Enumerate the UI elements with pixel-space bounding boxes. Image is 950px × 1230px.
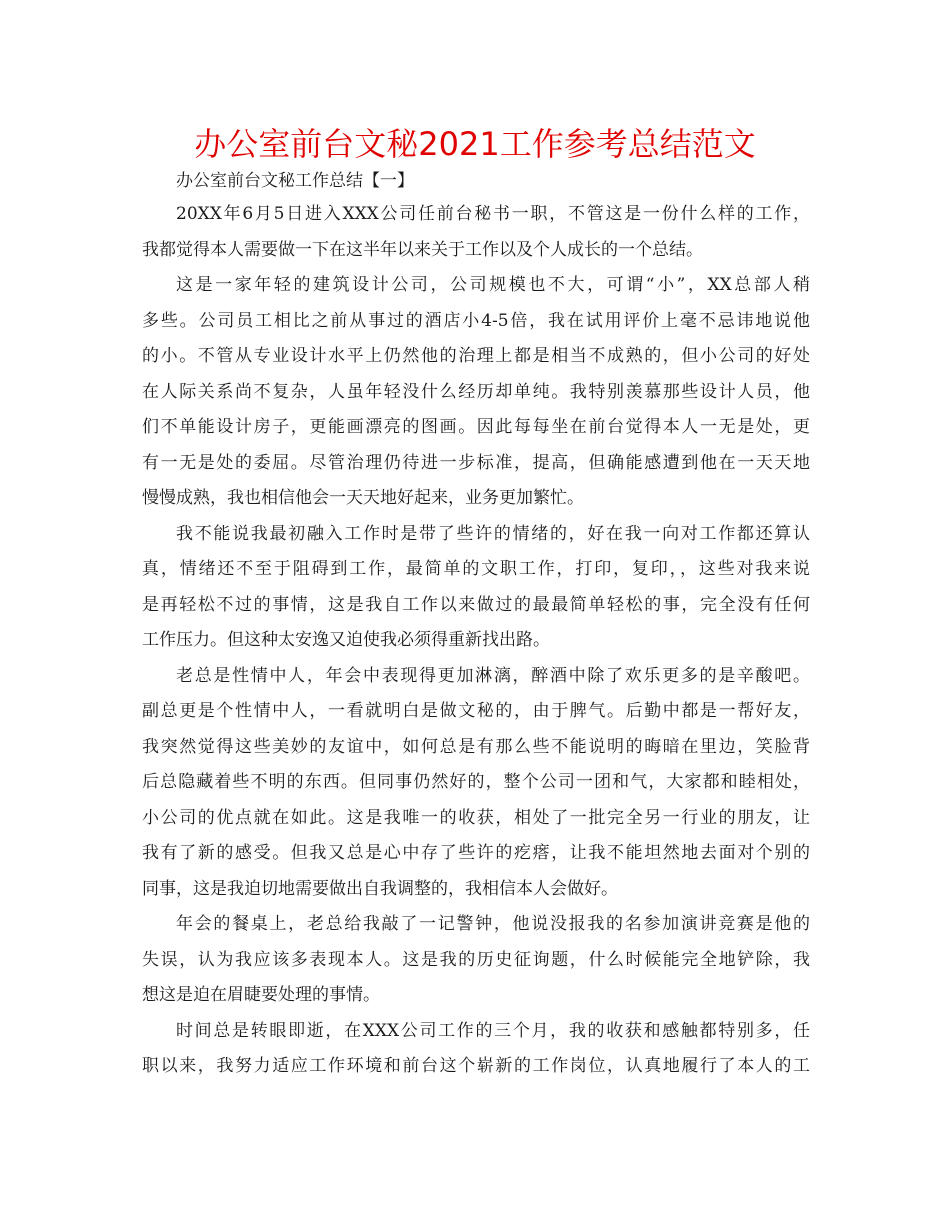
paragraph-line: 工作压力。但这种太安逸又迫使我必须得重新找出路。 — [142, 630, 550, 650]
paragraph-line: 年会的餐桌上，老总给我敲了一记警钟，他说没报我的名参加演讲竞赛是他的 — [176, 914, 810, 934]
paragraph-line: 真，情绪还不至于阻碍到工作，最简单的文职工作，打印，复印，，这些对我来说 — [142, 559, 810, 579]
paragraph-line: 的小。不管从专业设计水平上仍然他的治理上都是相当不成熟的，但小公司的好处 — [142, 346, 810, 366]
paragraph — [142, 659, 810, 908]
paragraph-line: 老总是性情中人，年会中表现得更加淋漓，醉酒中除了欢乐更多的是辛酸吧。 — [176, 665, 810, 686]
paragraph — [142, 268, 810, 517]
paragraph-line: 我不能说我最初融入工作时是带了些许的情绪的，好在我一向对工作都还算认 — [176, 523, 810, 544]
paragraph-line: 我突然觉得这些美妙的友谊中，如何总是有那么些不能说明的晦暗在里边，笑脸背 — [142, 736, 810, 757]
paragraph-line: 慢慢成熟，我也相信他会一天天地好起来，业务更加繁忙。 — [142, 488, 584, 508]
paragraph-line: 多些。公司员工相比之前从事过的酒店小4-5倍，我在试用评价上毫不忌讳地说他 — [142, 310, 810, 331]
document-body — [142, 165, 810, 1085]
paragraph-line: 是再轻松不过的事情，这是我自工作以来做过的最最简单轻松的事，完全没有任何 — [142, 594, 810, 615]
paragraph-line: 我都觉得本人需要做一下在这半年以来关于工作以及个人成长的一个总结。 — [142, 239, 703, 260]
paragraph-line: 在人际关系尚不复杂，人虽年轻没什么经历却单纯。我特别羡慕那些设计人员，他 — [142, 381, 810, 402]
section-heading: 办公室前台文秘工作总结【一】 — [176, 171, 414, 191]
paragraph-line: 后总隐藏着些不明的东西。但同事仍然好的，整个公司一团和气，大家都和睦相处， — [142, 772, 810, 792]
paragraph-line: 副总更是个性情中人，一看就明白是做文秘的，由于脾气。后勤中都是一帮好友， — [142, 701, 810, 721]
paragraph-line: 小公司的优点就在如此。这是我唯一的收获，相处了一批完全另一行业的朋友，让 — [142, 807, 810, 828]
paragraph — [142, 517, 810, 659]
paragraph-line: 想这是迫在眉睫要处理的事情。 — [142, 985, 380, 1005]
paragraph-list — [142, 197, 810, 1085]
paragraph-line: 失误，认为我应该多表现本人。这是我的历史征询题，什么时候能完全地铲除，我 — [142, 949, 810, 970]
paragraph-line: 有一无是处的委屈。尽管治理仍待进一步标准，提高，但确能感遭到他在一天天地 — [142, 452, 810, 473]
paragraph-line: 同事，这是我迫切地需要做出自我调整的，我相信本人会做好。 — [142, 878, 618, 899]
paragraph — [142, 1014, 810, 1085]
paragraph-line: 职以来，我努力适应工作环境和前台这个崭新的工作岗位，认真地履行了本人的工 — [142, 1056, 810, 1076]
paragraph-line: 这是一家年轻的建筑设计公司，公司规模也不大，可谓“小”，XX总部人稍 — [176, 275, 810, 295]
paragraph-line: 们不单能设计房子，更能画漂亮的图画。因此每每坐在前台觉得本人一无是处，更 — [142, 417, 810, 437]
paragraph — [142, 197, 810, 268]
paragraph-line: 时间总是转眼即逝，在XXX公司工作的三个月，我的收获和感触都特别多，任 — [176, 1020, 810, 1041]
paragraph-line: 20XX年6月5日进入XXX公司任前台秘书一职，不管这是一份什么样的工作， — [176, 204, 810, 224]
paragraph-line: 我有了新的感受。但我又总是心中存了些许的疙瘩，让我不能坦然地去面对个别的 — [142, 843, 810, 863]
paragraph — [142, 907, 810, 1014]
document-title: 办公室前台文秘2021工作参考总结范文 — [194, 125, 756, 163]
